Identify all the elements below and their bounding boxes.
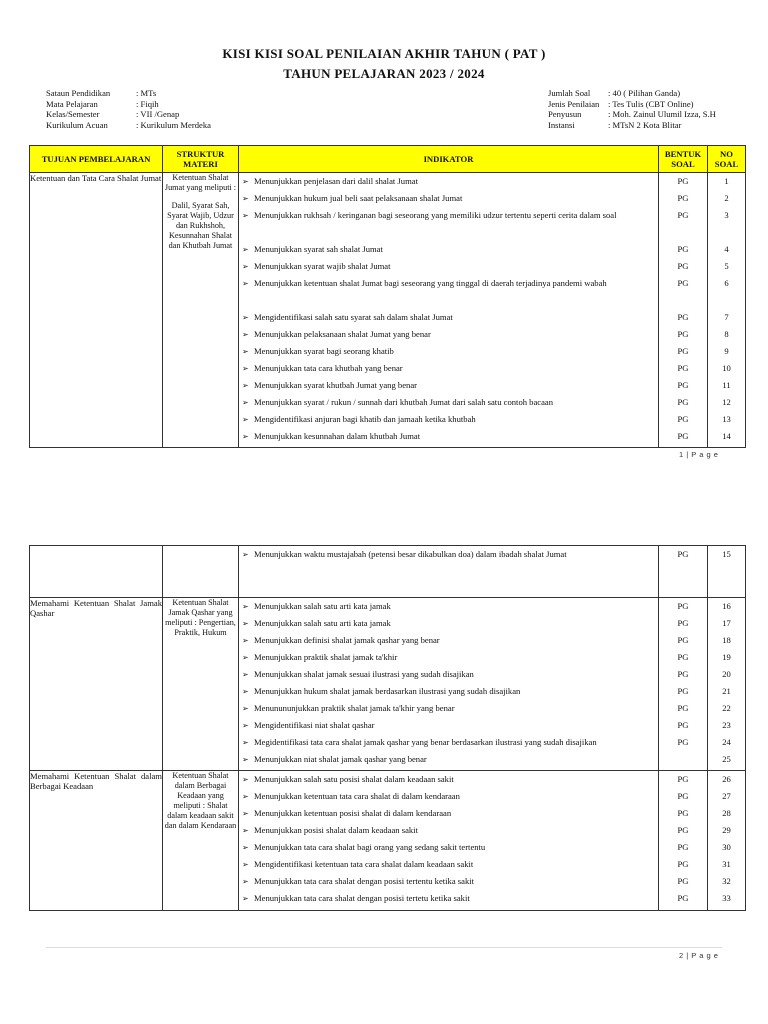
bentuk-value: PG xyxy=(677,876,689,886)
info-value: : MTsN 2 Kota Blitar xyxy=(608,119,682,130)
kisi-table-page1 xyxy=(29,145,746,448)
bentuk-value: PG xyxy=(677,601,689,611)
indikator-text: Menunjukkan syarat khutbah Jumat yang benar xyxy=(254,380,418,390)
indikator-cell xyxy=(239,771,659,911)
indikator-row xyxy=(239,190,658,207)
no-value: 19 xyxy=(722,652,731,662)
tujuan-cell xyxy=(30,598,163,771)
arrow-bullet-icon: ➢ xyxy=(242,330,249,339)
indikator-row xyxy=(239,207,658,241)
arrow-bullet-icon: ➢ xyxy=(242,687,249,696)
info-value: : MTs xyxy=(136,88,157,98)
no-value: 13 xyxy=(722,414,731,424)
bentuk-value: PG xyxy=(677,329,689,339)
no-cell xyxy=(708,598,746,771)
bentuk-value: PG xyxy=(677,737,689,747)
indikator-row xyxy=(239,394,658,411)
info-value: : Kurikulum Merdeka xyxy=(136,119,211,130)
info-label: Kelas/Semester xyxy=(46,109,100,119)
info-row xyxy=(548,88,716,99)
indikator-text: Menunununjukkan praktik shalat jamak ta'khir yang benar xyxy=(254,703,455,713)
indikator-text: Menunjukkan hukum shalat jamak berdasarkan ilustrasi yang sudah disajikan xyxy=(254,686,521,696)
arrow-bullet-icon: ➢ xyxy=(242,398,249,407)
no-value: 3 xyxy=(724,210,729,220)
no-value: 29 xyxy=(722,825,731,835)
bentuk-value xyxy=(659,751,707,768)
info-row xyxy=(46,120,211,131)
no-value: 28 xyxy=(722,808,731,818)
info-label: Jumlah Soal xyxy=(548,88,591,98)
info-label: Mata Pelajaran xyxy=(46,98,98,109)
tujuan-text: Memahami Ketentuan Shalat dalam Berbagai Keadaan xyxy=(30,771,162,791)
header-bentuk: BENTUK SOAL xyxy=(659,146,708,173)
no-cell xyxy=(708,173,746,448)
indikator-row xyxy=(239,666,658,683)
no-value: 12 xyxy=(722,397,731,407)
indikator-text: Menunjukkan ketentuan posisi shalat di dalam kendaraan xyxy=(254,808,452,818)
indikator-row xyxy=(239,360,658,377)
indikator-text: Menunjukkan tata cara shalat bagi orang yang sedang sakit tertentu xyxy=(254,842,486,852)
no-value: 24 xyxy=(722,737,731,747)
bentuk-value: PG xyxy=(677,363,689,373)
no-value: 2 xyxy=(724,193,729,203)
indikator-text: Menunjukkan syarat sah shalat Jumat xyxy=(254,244,383,254)
no-value: 26 xyxy=(722,774,731,784)
info-row xyxy=(46,109,211,120)
arrow-bullet-icon: ➢ xyxy=(242,550,249,559)
no-list xyxy=(708,598,745,768)
kisi-table-page2 xyxy=(29,545,746,911)
arrow-bullet-icon: ➢ xyxy=(242,704,249,713)
info-row xyxy=(548,120,716,131)
indikator-text: Menunjukkan salah satu arti kata jamak xyxy=(254,601,391,611)
arrow-bullet-icon: ➢ xyxy=(242,194,249,203)
no-value: 30 xyxy=(722,842,731,852)
struktur-text: Ketentuan Shalat Jamak Qashar yang meliputi : Pengertian, Praktik, Hukum xyxy=(165,598,236,637)
info-value: : 40 ( Pilihan Ganda) xyxy=(608,88,681,98)
arrow-bullet-icon: ➢ xyxy=(242,860,249,869)
bentuk-value: PG xyxy=(677,193,689,203)
indikator-row xyxy=(239,856,658,873)
no-value: 14 xyxy=(722,431,731,441)
info-label: Sataun Pendidikan xyxy=(46,88,111,98)
indikator-row xyxy=(239,632,658,649)
arrow-bullet-icon: ➢ xyxy=(242,432,249,441)
bentuk-value: PG xyxy=(677,774,689,784)
indikator-text: Menunjukkan pelaksanaan shalat Jumat yang benar xyxy=(254,329,431,339)
bentuk-value: PG xyxy=(677,346,689,356)
arrow-bullet-icon: ➢ xyxy=(242,670,249,679)
indikator-row xyxy=(239,343,658,360)
no-value: 23 xyxy=(722,720,731,730)
indikator-text: Menunjukkan definisi shalat jamak qashar yang benar xyxy=(254,635,440,645)
arrow-bullet-icon: ➢ xyxy=(242,843,249,852)
header-no: NO SOAL xyxy=(708,146,746,173)
bentuk-value: PG xyxy=(677,210,689,220)
indikator-row xyxy=(239,275,658,309)
indikator-text: Menunjukkan syarat bagi seorang khatib xyxy=(254,346,394,356)
bentuk-value: PG xyxy=(677,635,689,645)
bentuk-list xyxy=(659,598,707,768)
info-row xyxy=(548,109,716,120)
arrow-bullet-icon: ➢ xyxy=(242,775,249,784)
indikator-text: Menunjukkan posisi shalat dalam keadaan sakit xyxy=(254,825,418,835)
indikator-text: Menunjukkan ketentuan shalat Jumat bagi seseorang yang tinggal di daerah terjadinya pandemi wabah xyxy=(254,278,607,288)
bentuk-value: PG xyxy=(677,703,689,713)
indikator-text: Menunjukkan praktik shalat jamak ta'khir xyxy=(254,652,398,662)
struktur-cell xyxy=(163,546,239,598)
info-value: : Tes Tulis (CBT Online) xyxy=(608,98,694,109)
no-value: 27 xyxy=(722,791,731,801)
no-value: 11 xyxy=(722,380,731,390)
no-value: 5 xyxy=(724,261,729,271)
no-value: 25 xyxy=(722,754,731,764)
arrow-bullet-icon: ➢ xyxy=(242,415,249,424)
arrow-bullet-icon: ➢ xyxy=(242,894,249,903)
indikator-row xyxy=(239,428,658,445)
doc-title-line1: KISI KISI SOAL PENILAIAN AKHIR TAHUN ( PAT ) xyxy=(222,46,546,61)
bentuk-value: PG xyxy=(677,825,689,835)
bentuk-value: PG xyxy=(677,431,689,441)
indikator-text: Menunjukkan syarat wajib shalat Jumat xyxy=(254,261,391,271)
indikator-row xyxy=(239,649,658,666)
no-value: 8 xyxy=(724,329,729,339)
arrow-bullet-icon: ➢ xyxy=(242,279,249,288)
arrow-bullet-icon: ➢ xyxy=(242,262,249,271)
arrow-bullet-icon: ➢ xyxy=(242,177,249,186)
indikator-text: Mengidentifikasi ketentuan tata cara shalat dalam keadaan sakit xyxy=(254,859,474,869)
header-struktur: STRUKTUR MATERI xyxy=(163,146,239,173)
indikator-text: Menunjukkan kesunnahan dalam khutbah Jumat xyxy=(254,431,421,441)
bentuk-cell xyxy=(659,546,708,598)
no-cell xyxy=(708,771,746,911)
tujuan-cell xyxy=(30,546,163,598)
bentuk-value: PG xyxy=(677,652,689,662)
info-right xyxy=(548,88,716,130)
bentuk-value: PG xyxy=(677,669,689,679)
indikator-row xyxy=(239,326,658,343)
page-number-1: 1 | P a g e xyxy=(679,450,719,459)
info-label: Instansi xyxy=(548,119,575,130)
indikator-cell xyxy=(239,546,659,598)
info-label: Kurikulum Acuan xyxy=(46,119,108,130)
bentuk-value: PG xyxy=(677,893,689,903)
info-value: : Moh. Zainul Ulumil Izza, S.H xyxy=(608,109,716,119)
indikator-row xyxy=(239,839,658,856)
info-label: Penyusun xyxy=(548,109,582,119)
indikator-text: Mengidentifikasi anjuran bagi khatib dan jamaah ketika khutbah xyxy=(254,414,476,424)
indikator-row xyxy=(239,890,658,907)
no-value: 31 xyxy=(722,859,731,869)
arrow-bullet-icon: ➢ xyxy=(242,381,249,390)
indikator-text: Mengidentifikasi niat shalat qashar xyxy=(254,720,375,730)
arrow-bullet-icon: ➢ xyxy=(242,602,249,611)
indikator-row xyxy=(239,598,658,615)
indikator-text: Menunjukkan waktu mustajabah (petensi besar dikabulkan doa) dalam ibadah shalat Jumat xyxy=(254,549,567,559)
indikator-text: Menunjukkan salah satu arti kata jamak xyxy=(254,618,391,628)
arrow-bullet-icon: ➢ xyxy=(242,364,249,373)
info-row xyxy=(46,99,211,110)
indikator-row xyxy=(239,377,658,394)
arrow-bullet-icon: ➢ xyxy=(242,347,249,356)
bentuk-cell xyxy=(659,598,708,771)
bentuk-value: PG xyxy=(677,859,689,869)
struktur-text: Dalil, Syarat Sah, Syarat Wajib, Udzur dan Rukhshoh, Kesunnahan Shalat dan Khutbah Jumat xyxy=(167,201,234,250)
indikator-list xyxy=(239,771,658,907)
struktur-cell xyxy=(163,173,239,448)
no-list xyxy=(708,173,745,445)
info-row xyxy=(548,99,716,110)
no-value: 1 xyxy=(724,176,729,186)
indikator-row xyxy=(239,788,658,805)
indikator-row xyxy=(239,411,658,428)
arrow-bullet-icon: ➢ xyxy=(242,245,249,254)
indikator-list xyxy=(239,598,658,768)
no-value: 18 xyxy=(722,635,731,645)
bentuk-value: PG xyxy=(677,549,689,559)
indikator-row xyxy=(239,873,658,890)
arrow-bullet-icon: ➢ xyxy=(242,636,249,645)
bentuk-value: PG xyxy=(677,312,689,322)
indikator-text: Menunjukkan ketentuan tata cara shalat di dalam kendaraan xyxy=(254,791,460,801)
no-value: 15 xyxy=(722,549,731,559)
indikator-row xyxy=(239,173,658,190)
indikator-row xyxy=(239,717,658,734)
tujuan-text: Memahami Ketentuan Shalat Jamak Qashar xyxy=(30,598,162,618)
arrow-bullet-icon: ➢ xyxy=(242,653,249,662)
info-value: : VII /Genap xyxy=(136,109,180,119)
no-value: 21 xyxy=(722,686,731,696)
no-value: 32 xyxy=(722,876,731,886)
arrow-bullet-icon: ➢ xyxy=(242,792,249,801)
bentuk-value: PG xyxy=(677,720,689,730)
indikator-row xyxy=(239,771,658,788)
bentuk-value: PG xyxy=(677,278,689,288)
info-row xyxy=(46,88,211,99)
indikator-text: Menunjukkan penjelasan dari dalil shalat Jumat xyxy=(254,176,418,186)
bentuk-cell xyxy=(659,173,708,448)
arrow-bullet-icon: ➢ xyxy=(242,721,249,730)
no-value: 20 xyxy=(722,669,731,679)
bentuk-value: PG xyxy=(677,397,689,407)
bentuk-value: PG xyxy=(677,791,689,801)
struktur-cell xyxy=(163,771,239,911)
arrow-bullet-icon: ➢ xyxy=(242,877,249,886)
tujuan-cell xyxy=(30,173,163,448)
bentuk-cell xyxy=(659,771,708,911)
arrow-bullet-icon: ➢ xyxy=(242,738,249,747)
no-list xyxy=(708,771,745,907)
no-value: 16 xyxy=(722,601,731,611)
tujuan-cell xyxy=(30,771,163,911)
indikator-row xyxy=(239,734,658,751)
arrow-bullet-icon: ➢ xyxy=(242,211,249,220)
struktur-text: Ketentuan Shalat dalam Berbagai Keadaan yang meliputi : Shalat dalam keadaan sakit dan dalam Kendaraan xyxy=(164,771,237,830)
doc-title-line2: TAHUN PELAJARAN 2023 / 2024 xyxy=(283,66,485,81)
indikator-row xyxy=(239,683,658,700)
indikator-text: Mengidentifikasi salah satu syarat sah dalam shalat Jumat xyxy=(254,312,453,322)
tujuan-text: Ketentuan dan Tata Cara Shalat Jumat xyxy=(30,173,162,183)
indikator-text: Menunjukkan tata cara khutbah yang benar xyxy=(254,363,403,373)
bentuk-value: PG xyxy=(677,686,689,696)
bentuk-value: PG xyxy=(677,808,689,818)
indikator-row xyxy=(239,615,658,632)
info-left xyxy=(46,88,211,130)
indikator-text: Menunjukkan tata cara shalat dengan posisi tertetu ketika sakit xyxy=(254,893,470,903)
indikator-list xyxy=(239,173,658,445)
no-value: 4 xyxy=(724,244,729,254)
bentuk-list xyxy=(659,173,707,445)
indikator-row xyxy=(239,241,658,258)
bentuk-value: PG xyxy=(677,261,689,271)
bentuk-value: PG xyxy=(677,380,689,390)
footer-divider xyxy=(46,947,722,948)
indikator-row xyxy=(239,822,658,839)
info-value: : Fiqih xyxy=(136,98,159,109)
no-value: 6 xyxy=(724,278,729,288)
struktur-text: Ketentuan Shalat Jumat yang meliputi : xyxy=(164,173,237,192)
bentuk-value: PG xyxy=(677,842,689,852)
bentuk-list xyxy=(659,771,707,907)
info-label: Jenis Penilaian xyxy=(548,98,600,109)
indikator-row xyxy=(239,309,658,326)
indikator-text: Menunjukkan niat shalat jamak qashar yang benar xyxy=(254,754,427,764)
indikator-cell xyxy=(239,598,659,771)
indikator-row xyxy=(239,258,658,275)
no-cell xyxy=(708,546,746,598)
indikator-row xyxy=(239,546,658,563)
indikator-text: Menunjukkan tata cara shalat dengan posisi tertentu ketika sakit xyxy=(254,876,475,886)
no-value: 33 xyxy=(722,893,731,903)
bentuk-value: PG xyxy=(677,176,689,186)
bentuk-value: PG xyxy=(677,244,689,254)
indikator-text: Menunjukkan salah satu posisi shalat dalam keadaan sakit xyxy=(254,774,454,784)
struktur-cell xyxy=(163,598,239,771)
indikator-text: Menunjukkan rukhsah / keringanan bagi seseorang yang memiliki udzur tertentu seperti cerita dalam soal xyxy=(254,210,617,220)
bentuk-value: PG xyxy=(677,414,689,424)
no-value: 9 xyxy=(724,346,729,356)
indikator-text: Menunjukkan hukum jual beli saat pelaksanaan shalat Jumat xyxy=(254,193,463,203)
arrow-bullet-icon: ➢ xyxy=(242,826,249,835)
no-value: 22 xyxy=(722,703,731,713)
arrow-bullet-icon: ➢ xyxy=(242,619,249,628)
header-tujuan: TUJUAN PEMBELAJARAN xyxy=(30,146,163,173)
no-value: 17 xyxy=(722,618,731,628)
indikator-text: Megidentifikasi tata cara shalat jamak qashar yang benar berdasarkan ilustrasi yang sudah disajikan xyxy=(254,737,597,747)
arrow-bullet-icon: ➢ xyxy=(242,313,249,322)
bentuk-value: PG xyxy=(677,618,689,628)
indikator-cell xyxy=(239,173,659,448)
header-indikator: INDIKATOR xyxy=(239,146,659,173)
arrow-bullet-icon: ➢ xyxy=(242,809,249,818)
indikator-text: Menunjukkan shalat jamak sesuai ilustrasi yang sudah disajikan xyxy=(254,669,474,679)
indikator-row xyxy=(239,751,658,768)
no-value: 10 xyxy=(722,363,731,373)
page-number-2: 2 | P a g e xyxy=(679,951,719,960)
indikator-row xyxy=(239,805,658,822)
arrow-bullet-icon: ➢ xyxy=(242,755,249,764)
indikator-row xyxy=(239,700,658,717)
indikator-text: Menunjukkan syarat / rukun / sunnah dari khutbah Jumat dari salah satu contoh bacaan xyxy=(254,397,554,407)
no-value: 7 xyxy=(724,312,729,322)
